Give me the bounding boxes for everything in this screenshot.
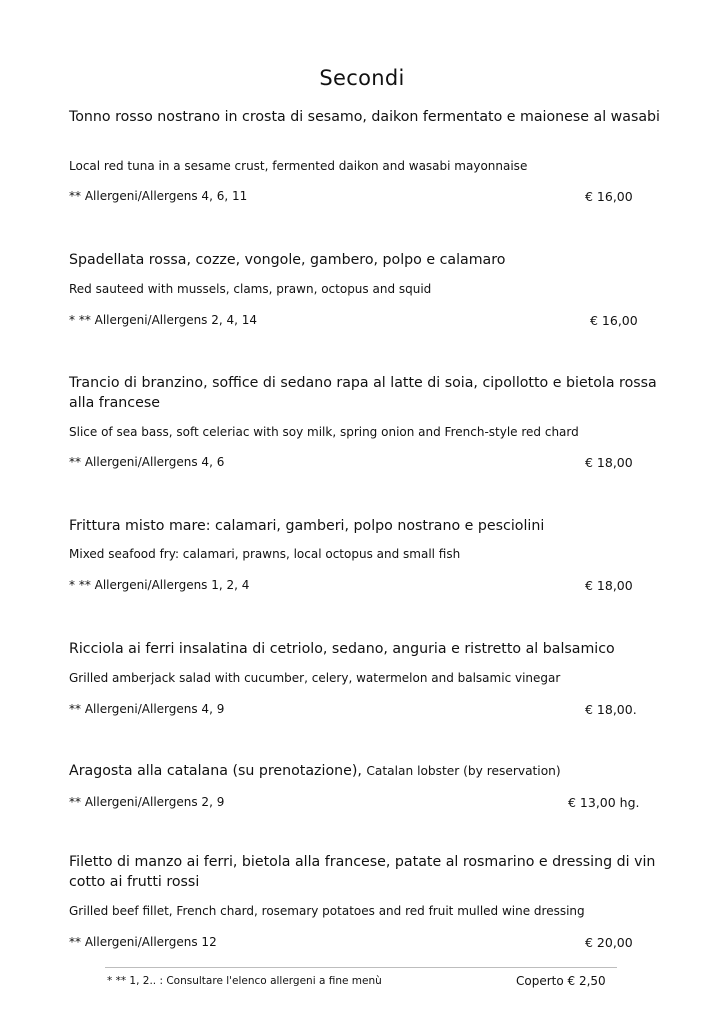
allergen-info: * ** Allergeni/Allergens 1, 2, 4 bbox=[69, 578, 250, 592]
dish-description: Slice of sea bass, soft celeriac with soy milk, spring onion and French-style red chard bbox=[69, 425, 579, 439]
dish-item bbox=[69, 761, 669, 810]
allergen-info: ** Allergeni/Allergens 12 bbox=[69, 935, 217, 949]
dish-name: Filetto di manzo ai ferri, bietola alla francese, patate al rosmarino e dressing di vin cotto ai frutti rossi bbox=[69, 854, 656, 890]
allergen-row bbox=[69, 578, 669, 594]
dish-price: € 20,00 bbox=[585, 935, 633, 950]
footer-divider bbox=[105, 967, 617, 968]
footer-allergen-note: * ** 1, 2.. : Consultare l'elenco allergeni a fine menù bbox=[107, 975, 382, 987]
dish-name: Trancio di branzino, soffice di sedano rapa al latte di soia, cipollotto e bietola rossa alla francese bbox=[69, 375, 657, 411]
dish-name: Ricciola ai ferri insalatina di cetriolo, sedano, anguria e ristretto al balsamico bbox=[69, 641, 615, 657]
dish-name-en: Catalan lobster (by reservation) bbox=[366, 764, 561, 778]
page-title: Secondi bbox=[319, 66, 405, 90]
dish-price: € 18,00 bbox=[585, 455, 633, 470]
allergen-row bbox=[69, 189, 669, 205]
dish-name bbox=[69, 761, 669, 781]
dish-price: € 13,00 hg. bbox=[568, 795, 640, 810]
dish-name: Spadellata rossa, cozze, vongole, gambero, polpo e calamaro bbox=[69, 252, 506, 268]
dish-description: Grilled beef fillet, French chard, rosemary potatoes and red fruit mulled wine dressing bbox=[69, 904, 585, 918]
allergen-info: * ** Allergeni/Allergens 2, 4, 14 bbox=[69, 313, 258, 327]
allergen-row bbox=[69, 702, 669, 718]
dish-price: € 16,00 bbox=[585, 189, 633, 204]
allergen-info: ** Allergeni/Allergens 4, 6 bbox=[69, 455, 225, 469]
dish-name: Frittura misto mare: calamari, gamberi, polpo nostrano e pesciolini bbox=[69, 518, 545, 534]
dish-item bbox=[69, 516, 669, 593]
dish-description: Mixed seafood fry: calamari, prawns, local octopus and small fish bbox=[69, 547, 461, 561]
dish-description: Red sauteed with mussels, clams, prawn, octopus and squid bbox=[69, 282, 432, 296]
allergen-row bbox=[69, 455, 669, 471]
dish-name-it: Aragosta alla catalana (su prenotazione), bbox=[69, 763, 362, 779]
dish-item bbox=[69, 373, 669, 470]
allergen-info: ** Allergeni/Allergens 4, 6, 11 bbox=[69, 189, 248, 203]
dish-price: € 16,00 bbox=[590, 313, 638, 328]
allergen-info: ** Allergeni/Allergens 4, 9 bbox=[69, 702, 225, 716]
dish-price: € 18,00 bbox=[585, 578, 633, 593]
allergen-row bbox=[69, 935, 669, 951]
dish-item bbox=[69, 639, 669, 717]
allergen-row bbox=[69, 313, 669, 329]
dish-item bbox=[69, 107, 669, 204]
dish-item bbox=[69, 250, 669, 328]
dish-item bbox=[69, 852, 669, 950]
dish-description: Grilled amberjack salad with cucumber, celery, watermelon and balsamic vinegar bbox=[69, 671, 561, 685]
dish-price: € 18,00. bbox=[585, 702, 637, 717]
allergen-row bbox=[69, 795, 669, 811]
dish-description: Local red tuna in a sesame crust, fermented daikon and wasabi mayonnaise bbox=[69, 159, 528, 173]
allergen-info: ** Allergeni/Allergens 2, 9 bbox=[69, 795, 225, 809]
dish-name: Tonno rosso nostrano in crosta di sesamo, daikon fermentato e maionese al wasabi bbox=[69, 109, 660, 125]
cover-charge: Coperto € 2,50 bbox=[516, 974, 606, 988]
